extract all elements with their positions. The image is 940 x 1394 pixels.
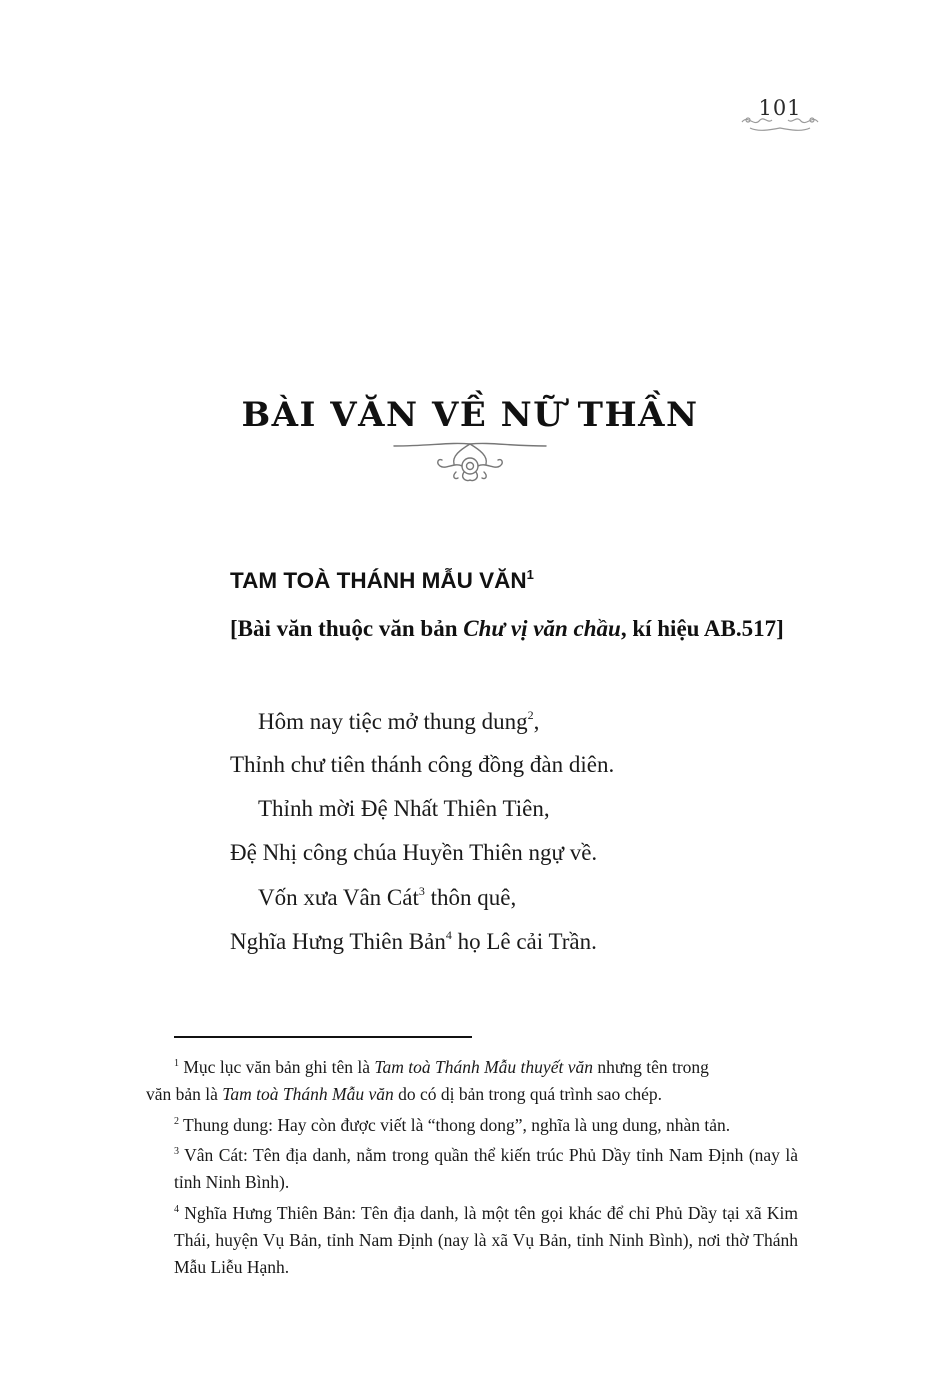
footnote-3 <box>146 1138 798 1196</box>
footnote-line <box>146 1108 798 1139</box>
verse-text-after: họ Lê cải Trần. <box>451 929 597 954</box>
footnote-mark: 2 <box>174 1116 179 1127</box>
verse-text-after: , <box>533 709 540 734</box>
verse-text: Thỉnh chư tiên thánh công đồng đàn diên. <box>230 752 615 777</box>
verse-text-after: thôn quê, <box>424 885 517 910</box>
footnote-mark: 1 <box>174 1058 179 1069</box>
source-note <box>230 616 784 642</box>
footnote-text: văn bản là <box>146 1084 223 1104</box>
verse-line <box>258 708 539 735</box>
footnote-italic-title: Tam toà Thánh Mẫu văn <box>222 1084 394 1104</box>
verse-text: Thỉnh mời Đệ Nhất Thiên Tiên, <box>258 796 550 821</box>
footnote-reference: 2 <box>527 708 534 722</box>
footnote-text: Thung dung: Hay còn được viết là “thong dong”, nghĩa là ung dung, nhàn tản. <box>179 1115 731 1135</box>
footnote-4 <box>146 1196 798 1281</box>
footnote-text: Nghĩa Hưng Thiên Bản: Tên địa danh, là một tên gọi khác để chỉ Phủ Dầy tại xã Kim Thái, huyện Vụ Bản, tỉnh Nam Định (nay là xã Vụ Bản, tỉnh Ninh Bình), nơi thờ Thánh Mẫu Liễu Hạnh. <box>174 1203 798 1277</box>
footnote-line <box>146 1081 798 1108</box>
footnote-text: Vân Cát: Tên địa danh, nằm trong quần thể kiến trúc Phủ Dầy tỉnh Nam Định (nay là tỉnh Ninh Bình). <box>174 1145 798 1192</box>
footnote-text: Mục lục văn bản ghi tên là <box>179 1057 375 1077</box>
verse-text: Hôm nay tiệc mở thung dung <box>258 709 528 734</box>
source-note-work-title: Chư vị văn chầu <box>463 616 621 641</box>
verse-line <box>230 928 597 955</box>
footnote-reference: 3 <box>418 884 425 898</box>
footnote-2 <box>146 1108 798 1139</box>
source-note-after: , kí hiệu AB.517] <box>620 616 784 641</box>
footnote-line <box>146 1196 798 1281</box>
title-flourish-icon <box>390 436 550 488</box>
source-note-before: [Bài văn thuộc văn bản <box>230 616 464 641</box>
section-title-text: TAM TOÀ THÁNH MẪU VĂN <box>230 568 527 593</box>
footnote-1 <box>146 1050 798 1108</box>
verse-line <box>230 840 597 866</box>
footnote-line <box>146 1138 798 1196</box>
chapter-title: BÀI VĂN VỀ NỮ THẦN <box>241 395 699 435</box>
footnote-reference: 1 <box>526 567 534 582</box>
footnote-italic-title: Tam toà Thánh Mẫu thuyết văn <box>374 1057 593 1077</box>
verse-line <box>258 884 516 911</box>
footnote-mark: 4 <box>174 1204 179 1215</box>
verse-line <box>258 796 550 822</box>
verse-text: Vốn xưa Vân Cát <box>258 885 419 910</box>
footnote-text: nhưng tên trong <box>592 1057 709 1077</box>
footnote-mark: 3 <box>174 1146 179 1157</box>
verse-text: Đệ Nhị công chúa Huyền Thiên ngự về. <box>230 840 598 865</box>
verse-text: Nghĩa Hưng Thiên Bản <box>230 929 446 954</box>
footnote-separator <box>174 1036 472 1038</box>
page-number <box>740 96 820 136</box>
footnote-reference: 4 <box>445 928 452 942</box>
section-title <box>230 567 534 594</box>
verse-line <box>230 752 614 778</box>
footnote-text: do có dị bản trong quá trình sao chép. <box>393 1084 663 1104</box>
footnote-line <box>146 1050 798 1081</box>
page-number-text: 101 <box>758 96 802 120</box>
